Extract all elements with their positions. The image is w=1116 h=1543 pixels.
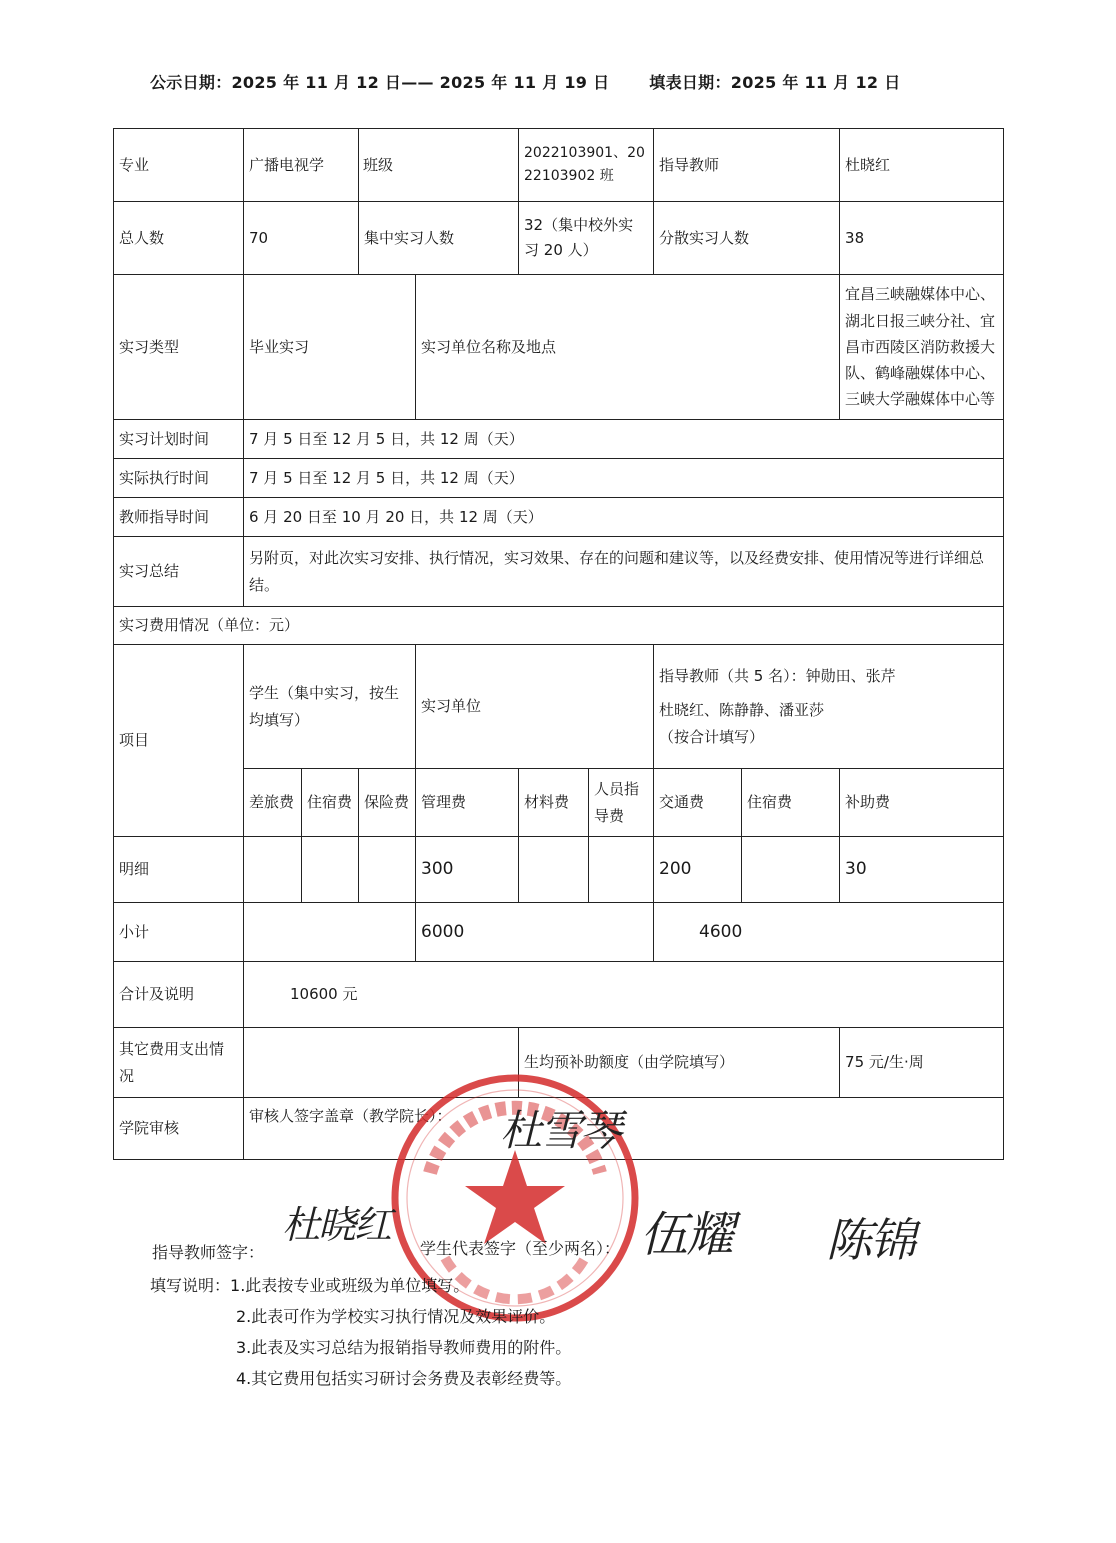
col-lodging: 住宿费 <box>302 769 359 837</box>
subsidy-value: 75 元/生·周 <box>840 1028 1004 1098</box>
col-travel: 差旅费 <box>244 769 302 837</box>
header <box>150 70 901 93</box>
cost-header: 实习费用情况（单位：元） <box>114 607 1004 645</box>
subtotal-label: 小计 <box>114 903 244 962</box>
dean-signature: 杜雪琴 <box>500 1106 621 1155</box>
dispersed-value: 38 <box>840 202 1004 275</box>
subtotal-teacher: 4600 <box>654 903 1004 962</box>
total-value: 70 <box>244 202 359 275</box>
detail-transport: 200 <box>654 837 742 903</box>
fill-instructions <box>150 1270 571 1394</box>
student-signature-2: 陈锦 <box>826 1213 914 1267</box>
central-label: 集中实习人数 <box>359 202 519 275</box>
total-label: 总人数 <box>114 202 244 275</box>
publicity-period: 公示日期：2025 年 11 月 12 日—— 2025 年 11 月 19 日 <box>150 73 610 92</box>
advisor-signature: 杜晓红 <box>282 1203 391 1247</box>
col-t-lodging: 住宿费 <box>742 769 840 837</box>
advisor-sign-label: 指导教师签字： <box>152 1243 265 1262</box>
col-insurance: 保险费 <box>359 769 416 837</box>
other-label: 其它费用支出情况 <box>114 1028 244 1098</box>
advisor-value: 杜晓红 <box>840 129 1004 202</box>
unit-group: 实习单位 <box>416 645 654 769</box>
col-subsidy: 补助费 <box>840 769 1004 837</box>
actual-time-value: 7 月 5 日至 12 月 5 日，共 12 周（天） <box>244 459 1004 498</box>
subsidy-label: 生均预补助额度（由学院填写） <box>519 1028 840 1098</box>
type-value: 毕业实习 <box>244 275 416 420</box>
student-sign-label: 学生代表签字（至少两名）： <box>420 1239 621 1258</box>
note-item: 4.其它费用包括实习研讨会务费及表彰经费等。 <box>236 1369 572 1388</box>
detail-label: 明细 <box>114 837 244 903</box>
note-item: 1.此表按专业或班级为单位填写。 <box>230 1276 470 1295</box>
unit-value: 宜昌三峡融媒体中心、湖北日报三峡分社、宜昌市西陵区消防救援大队、鹤峰融媒体中心、三峡大学融媒体中心等 <box>840 275 1004 420</box>
unit-label: 实习单位名称及地点 <box>416 275 840 420</box>
guide-time-value: 6 月 20 日至 10 月 20 日，共 12 周（天） <box>244 498 1004 537</box>
col-material: 材料费 <box>519 769 589 837</box>
plan-time-label: 实习计划时间 <box>114 420 244 459</box>
detail-subsidy: 30 <box>840 837 1004 903</box>
detail-management: 300 <box>416 837 519 903</box>
col-staff: 人员指导费 <box>589 769 654 837</box>
note-item: 2.此表可作为学校实习执行情况及效果评价。 <box>236 1307 556 1326</box>
actual-time-label: 实际执行时间 <box>114 459 244 498</box>
teacher-group: 指导教师（共 5 名）：钟勋田、张芹 杜晓红、陈静静、潘亚莎 （按合计填写） <box>654 645 1004 769</box>
student-group: 学生（集中实习，按生均填写） <box>244 645 416 769</box>
fill-date: 填表日期：2025 年 11 月 12 日 <box>649 73 901 92</box>
class-value: 2022103901、2022103902 班 <box>519 129 654 202</box>
col-transport: 交通费 <box>654 769 742 837</box>
review-value: 审核人签字盖章（教学院长）： <box>244 1098 1004 1160</box>
note-item: 3.此表及实习总结为报销指导教师费用的附件。 <box>236 1338 572 1357</box>
guide-time-label: 教师指导时间 <box>114 498 244 537</box>
item-label: 项目 <box>114 645 244 837</box>
summary-label: 实习总结 <box>114 537 244 607</box>
total-note-value: 10600 元 <box>244 962 1004 1028</box>
advisor-label: 指导教师 <box>654 129 840 202</box>
plan-time-value: 7 月 5 日至 12 月 5 日，共 12 周（天） <box>244 420 1004 459</box>
total-note-label: 合计及说明 <box>114 962 244 1028</box>
type-label: 实习类型 <box>114 275 244 420</box>
central-value: 32（集中校外实习 20 人） <box>519 202 654 275</box>
student-signature-1: 伍耀 <box>640 1207 733 1263</box>
review-label: 学院审核 <box>114 1098 244 1160</box>
major-label: 专业 <box>114 129 244 202</box>
internship-form <box>113 128 1004 1160</box>
major-value: 广播电视学 <box>244 129 359 202</box>
notes-title: 填写说明： <box>150 1276 231 1295</box>
class-label: 班级 <box>359 129 519 202</box>
dispersed-label: 分散实习人数 <box>654 202 840 275</box>
subtotal-unit: 6000 <box>416 903 654 962</box>
summary-value: 另附页，对此次实习安排、执行情况，实习效果、存在的问题和建议等，以及经费安排、使用情况等进行详细总结。 <box>244 537 1004 607</box>
col-management: 管理费 <box>416 769 519 837</box>
